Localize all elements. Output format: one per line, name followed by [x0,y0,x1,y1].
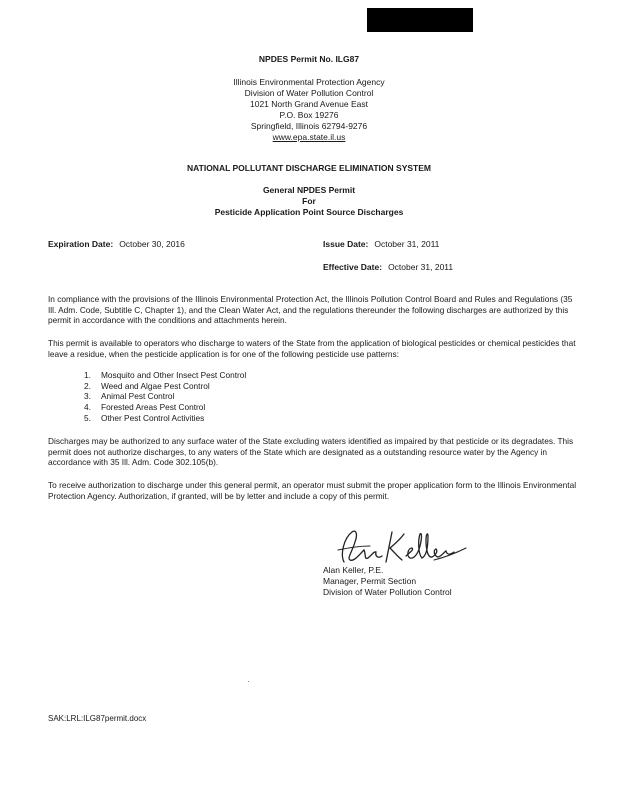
use-pattern-list [84,370,246,424]
system-title: NATIONAL POLLUTANT DISCHARGE ELIMINATION SYSTEM [187,163,431,173]
impaired-waters-paragraph: Discharges may be authorized to any surface water of the State excluding waters identified as impaired by that pesticide or its degradates. This permit does not authorize discharges, to any waters of the State which are designated as a outstanding resource water by the Agency in accordance with 35 Ill. Adm. Code 302.105(b). [48,436,574,468]
handwritten-signature [330,524,470,570]
list-item: 2. Weed and Algae Pest Control [84,380,210,391]
agency-website-link[interactable]: www.epa.state.il.us [272,132,346,142]
agency-po-box: P.O. Box 19276 [279,110,339,120]
list-item: 5. Other Pest Control Activities [84,412,205,423]
list-item: 3. Animal Pest Control [84,391,175,402]
file-reference: SAK:LRL:ILG87permit.docx [48,714,147,723]
agency-name: Illinois Environmental Protection Agency [233,77,385,87]
permit-title-line2: For [302,196,316,206]
expiration-date-label: Expiration Date: [48,239,114,249]
signature-block [323,565,452,598]
effective-date-label: Effective Date: [323,262,383,272]
signer-name: Alan Keller, P.E. [323,565,384,575]
signer-title: Manager, Permit Section [323,576,417,586]
agency-division: Division of Water Pollution Control [244,88,374,98]
effective-date [323,262,453,272]
agency-street: 1021 North Grand Avenue East [250,99,368,109]
issue-date [323,239,439,249]
agency-city: Springfield, Illinois 62794-9276 [250,121,368,131]
list-item: 1. Mosquito and Other Insect Pest Control [84,370,247,380]
scan-speck [248,681,249,682]
list-item: 4. Forested Areas Pest Control [84,402,206,413]
availability-paragraph: This permit is available to operators who discharge to waters of the State from the application of biological pesticides or chemical pesticides that leave a residue, when the pesticide application is for one of the following pesticide use patterns: [48,338,576,359]
expiration-date-value: October 30, 2016 [119,239,185,249]
redaction-bar [367,8,473,32]
issue-date-label: Issue Date: [323,239,369,249]
agency-address-block [0,77,618,143]
compliance-paragraph: In compliance with the provisions of the Illinois Environmental Protection Act, the Illinois Pollution Control Board and Rules and Regulations (35 Ill. Adm. Code, Subtitle C, Chapter 1), and the Clean Water Act, and the regulations thereunder the following discharges are authorized by this permit in accordance with the conditions and attachments herein. [48,294,573,326]
effective-date-value: October 31, 2011 [388,262,454,272]
issue-date-value: October 31, 2011 [374,239,440,249]
expiration-date [48,239,185,249]
permit-title-line1: General NPDES Permit [262,185,356,195]
permit-number: NPDES Permit No. ILG87 [258,54,360,64]
permit-title [0,185,618,218]
permit-title-line3: Pesticide Application Point Source Discharges [214,207,404,217]
signer-division: Division of Water Pollution Control [323,587,452,597]
authorization-paragraph: To receive authorization to discharge under this general permit, an operator must submit the proper application form to the Illinois Environmental Protection Agency. Authorization, if granted, will be by letter and include a copy of this permit. [48,480,577,501]
